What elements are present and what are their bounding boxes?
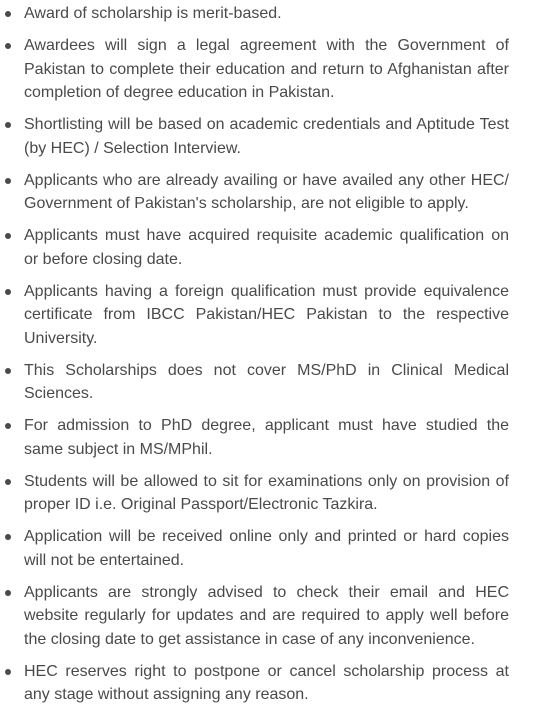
bullet-dot-icon (5, 11, 11, 17)
list-item-text: Students will be allowed to sit for examinations only on provision of proper ID i.e. Original Passport/Electronic Tazkira. (24, 472, 509, 513)
list-item (0, 34, 509, 105)
list-item-text: This Scholarships does not cover MS/PhD in Clinical Medical Sciences. (24, 361, 509, 402)
bullet-dot-icon (5, 669, 11, 675)
list-item (0, 113, 509, 160)
list-item (0, 414, 509, 461)
bullet-dot-icon (5, 289, 11, 295)
list-item-text: Applicants are strongly advised to check their email and HEC website regularly for updates and are required to apply well before the closing date to get assistance in case of any inconvenience. (24, 583, 509, 648)
list-item (0, 2, 509, 26)
list-item-text: Applicants who are already availing or have availed any other HEC/ Government of Pakistan's scholarship, are not eligible to apply. (24, 171, 509, 212)
list-item (0, 169, 509, 216)
list-item-text: HEC reserves right to postpone or cancel scholarship process at any stage without assigning any reason. (24, 662, 509, 703)
list-item-text: Applicants having a foreign qualification must provide equivalence certificate from IBCC Pakistan/HEC Pakistan to the respective University. (24, 282, 509, 347)
list-item (0, 660, 509, 707)
list-item-text: Application will be received online only and printed or hard copies will not be entertained. (24, 528, 509, 569)
bullet-dot-icon (5, 178, 11, 184)
bullet-dot-icon (5, 43, 11, 49)
list-item (0, 581, 509, 652)
bullet-dot-icon (5, 590, 11, 596)
list-item-text: Applicants must have acquired requisite academic qualification on or before closing date. (24, 227, 509, 268)
list-item (0, 359, 509, 406)
list-item-text: For admission to PhD degree, applicant must have studied the same subject in MS/MPhil. (24, 417, 509, 458)
bullet-dot-icon (5, 423, 11, 429)
list-item-text: Shortlisting will be based on academic credentials and Aptitude Test (by HEC) / Selection Interview. (24, 116, 509, 157)
list-item (0, 280, 509, 351)
list-item (0, 470, 509, 517)
eligibility-bullet-list (0, 2, 509, 707)
list-item (0, 224, 509, 271)
bullet-dot-icon (5, 479, 11, 485)
bullet-dot-icon (5, 122, 11, 128)
bullet-dot-icon (5, 368, 11, 374)
list-item (0, 525, 509, 572)
bullet-dot-icon (5, 233, 11, 239)
bullet-dot-icon (5, 534, 11, 540)
list-item-text: Award of scholarship is merit-based. (24, 5, 282, 22)
list-item-text: Awardees will sign a legal agreement with the Government of Pakistan to complete their education and return to Afghanistan after completion of degree education in Pakistan. (24, 37, 509, 101)
